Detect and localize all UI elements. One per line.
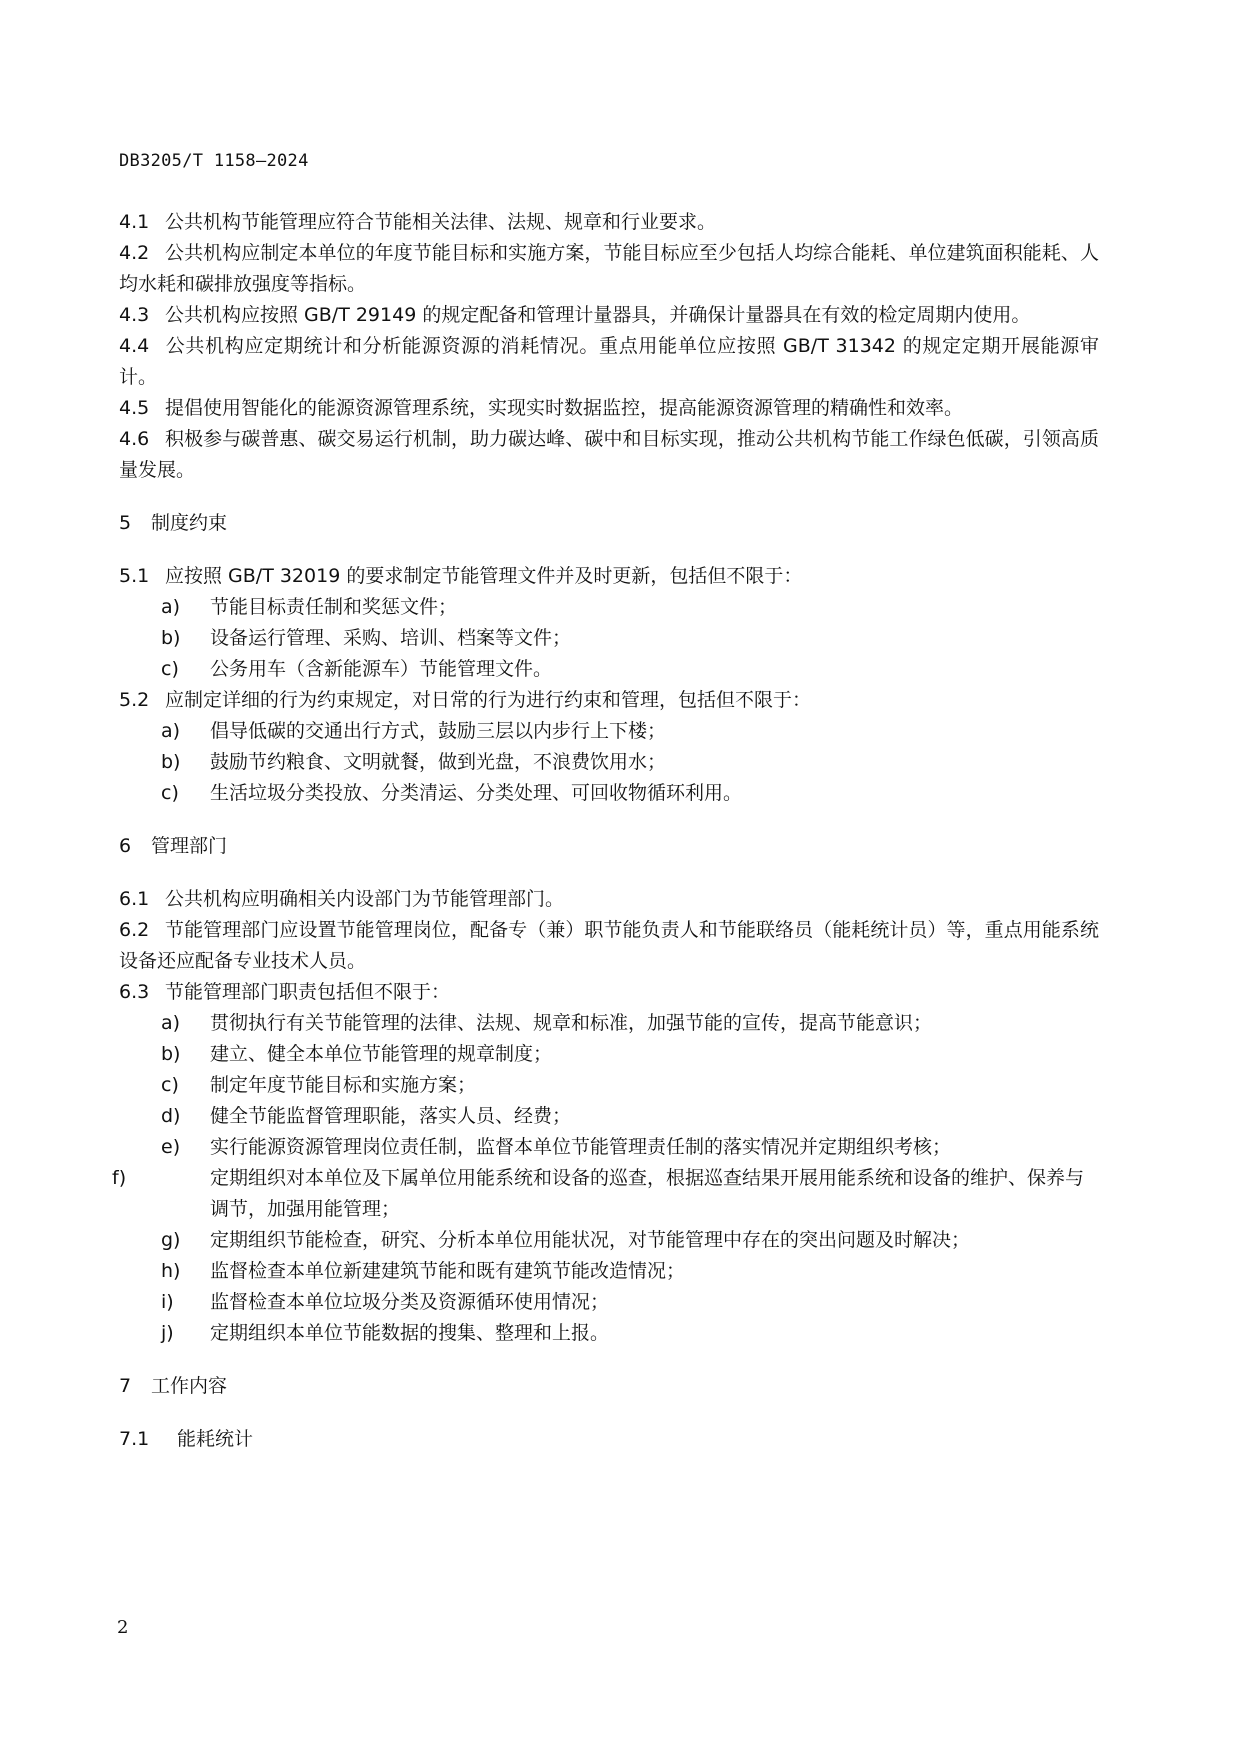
section-heading-7 — [119, 1371, 1099, 1402]
clause-4-4 — [119, 331, 1099, 393]
list-5-2 — [119, 716, 1099, 809]
list-text: 制定年度节能目标和实施方案； — [210, 1074, 477, 1096]
clause-4-1 — [119, 207, 1099, 238]
clause-5-1 — [119, 561, 1099, 592]
clause-text: 提倡使用智能化的能源资源管理系统，实现实时数据监控，提高能源资源管理的精确性和效率。 — [165, 397, 964, 419]
clause-text: 应按照 GB/T 32019 的要求制定节能管理文件并及时更新，包括但不限于： — [165, 565, 803, 587]
list-marker: c) — [161, 658, 179, 680]
list-marker: h) — [161, 1260, 181, 1282]
section-heading-6 — [119, 831, 1099, 862]
list-marker: j) — [161, 1322, 174, 1344]
list-text: 贯彻执行有关节能管理的法律、法规、规章和标准，加强节能的宣传，提高节能意识； — [210, 1012, 933, 1034]
list-text: 定期组织本单位节能数据的搜集、整理和上报。 — [210, 1322, 610, 1344]
clause-text: 公共机构应定期统计和分析能源资源的消耗情况。重点用能单位应按照 GB/T 31342 的规定定期开展能源审计。 — [119, 335, 1099, 388]
list-text: 建立、健全本单位节能管理的规章制度； — [210, 1043, 553, 1065]
document-body — [112, 207, 1099, 1477]
clause-number: 4.2 — [119, 242, 150, 264]
list-text: 定期组织节能检查，研究、分析本单位用能状况，对节能管理中存在的突出问题及时解决； — [210, 1229, 971, 1251]
clause-4-2 — [119, 238, 1099, 300]
clause-text: 公共机构应按照 GB/T 29149 的规定配备和管理计量器具，并确保计量器具在有效的检定周期内使用。 — [165, 304, 1031, 326]
list-text: 节能目标责任制和奖惩文件； — [210, 596, 458, 618]
clause-number: 5.2 — [119, 689, 150, 711]
list-marker: c) — [161, 1074, 179, 1096]
list-marker: b) — [161, 751, 181, 773]
clause-6-3 — [119, 977, 1099, 1008]
list-item — [119, 623, 1099, 654]
list-item — [119, 747, 1099, 778]
clause-6-1 — [119, 884, 1099, 915]
list-text: 生活垃圾分类投放、分类清运、分类处理、可回收物循环利用。 — [210, 782, 743, 804]
section-title: 管理部门 — [151, 835, 228, 857]
list-5-1 — [119, 592, 1099, 685]
clause-5-2 — [119, 685, 1099, 716]
list-text: 鼓励节约粮食、文明就餐，做到光盘，不浪费饮用水； — [210, 751, 667, 773]
clause-number: 5.1 — [119, 565, 150, 587]
list-item — [119, 1008, 1099, 1039]
clause-text: 公共机构应明确相关内设部门为节能管理部门。 — [165, 888, 565, 910]
list-item — [119, 1132, 1099, 1163]
list-item — [119, 716, 1099, 747]
section-number: 5 — [119, 512, 132, 534]
list-item — [112, 1163, 1099, 1225]
list-text: 设备运行管理、采购、培训、档案等文件； — [210, 627, 572, 649]
clause-text: 公共机构节能管理应符合节能相关法律、法规、规章和行业要求。 — [165, 211, 717, 233]
clause-number: 4.1 — [119, 211, 150, 233]
clause-number: 6.1 — [119, 888, 150, 910]
document-code: DB3205/T 1158—2024 — [119, 151, 309, 171]
clause-text: 节能管理部门职责包括但不限于： — [165, 981, 451, 1003]
list-item — [119, 1225, 1099, 1256]
clause-number: 4.5 — [119, 397, 150, 419]
list-item — [119, 1039, 1099, 1070]
section-number: 7 — [119, 1375, 132, 1397]
list-marker: b) — [161, 1043, 181, 1065]
list-6-3 — [112, 1008, 1099, 1349]
list-item — [119, 1287, 1099, 1318]
clause-text: 积极参与碳普惠、碳交易运行机制，助力碳达峰、碳中和目标实现，推动公共机构节能工作绿色低碳，引领高质量发展。 — [119, 428, 1099, 481]
list-item — [119, 778, 1099, 809]
section-title: 制度约束 — [151, 512, 228, 534]
section-title: 工作内容 — [151, 1375, 228, 1397]
list-text: 公务用车（含新能源车）节能管理文件。 — [210, 658, 553, 680]
subsection-heading-7-1 — [119, 1424, 1099, 1455]
clause-number: 4.3 — [119, 304, 150, 326]
list-marker: e) — [161, 1136, 181, 1158]
list-marker: g) — [161, 1229, 181, 1251]
list-text: 监督检查本单位新建建筑节能和既有建筑节能改造情况； — [210, 1260, 686, 1282]
list-marker: a) — [161, 596, 181, 618]
list-marker: a) — [161, 1012, 181, 1034]
page-number: 2 — [117, 1617, 129, 1638]
clause-4-6 — [119, 424, 1099, 486]
list-marker: i) — [161, 1291, 174, 1313]
clause-number: 6.2 — [119, 919, 150, 941]
clause-number: 4.4 — [119, 335, 150, 357]
clause-text: 公共机构应制定本单位的年度节能目标和实施方案，节能目标应至少包括人均综合能耗、单位建筑面积能耗、人均水耗和碳排放强度等指标。 — [119, 242, 1099, 295]
list-text: 监督检查本单位垃圾分类及资源循环使用情况； — [210, 1291, 610, 1313]
section-number: 6 — [119, 835, 132, 857]
list-text: 倡导低碳的交通出行方式，鼓励三层以内步行上下楼； — [210, 720, 667, 742]
section-heading-5 — [119, 508, 1099, 539]
clause-text: 应制定详细的行为约束规定，对日常的行为进行约束和管理，包括但不限于： — [165, 689, 812, 711]
subsection-number: 7.1 — [119, 1428, 150, 1450]
list-marker: a) — [161, 720, 181, 742]
list-item — [119, 654, 1099, 685]
clause-number: 6.3 — [119, 981, 150, 1003]
list-text: 健全节能监督管理职能，落实人员、经费； — [210, 1105, 572, 1127]
clause-6-2 — [119, 915, 1099, 977]
list-text: 实行能源资源管理岗位责任制，监督本单位节能管理责任制的落实情况并定期组织考核； — [210, 1136, 952, 1158]
clause-4-5 — [119, 393, 1099, 424]
subsection-title: 能耗统计 — [177, 1428, 254, 1450]
clause-number: 4.6 — [119, 428, 150, 450]
clause-text: 节能管理部门应设置节能管理岗位，配备专（兼）职节能负责人和节能联络员（能耗统计员）等，重点用能系统设备还应配备专业技术人员。 — [119, 919, 1099, 972]
list-marker: b) — [161, 627, 181, 649]
list-item — [119, 1256, 1099, 1287]
list-marker: c) — [161, 782, 179, 804]
list-item — [119, 1101, 1099, 1132]
list-item — [119, 592, 1099, 623]
list-item — [119, 1318, 1099, 1349]
list-marker: f) — [112, 1167, 127, 1189]
list-item — [119, 1070, 1099, 1101]
list-marker: d) — [161, 1105, 181, 1127]
clause-4-3 — [119, 300, 1099, 331]
list-text: 定期组织对本单位及下属单位用能系统和设备的巡查，根据巡查结果开展用能系统和设备的维护、保养与调节，加强用能管理； — [210, 1167, 1085, 1220]
